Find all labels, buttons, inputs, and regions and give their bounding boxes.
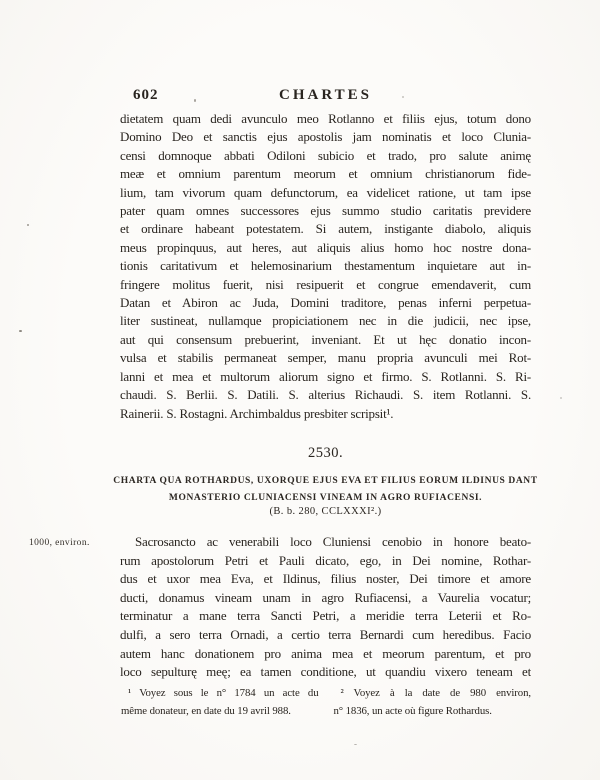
text-line: lium, tam vivorum quam defunctorum, ea videlicet ratione, ut tam ipse [120, 184, 531, 200]
scan-speck [560, 397, 562, 399]
charter-number: 2530. [307, 445, 344, 461]
scan-speck [354, 744, 357, 745]
running-title: CHARTES [279, 87, 372, 103]
scan-speck [19, 330, 22, 332]
text-line: ducti, donamus vineam unam in agro Rufiacensi, a Vaurelia vocatur; [120, 589, 531, 605]
text-line: ² Voyez à la date de 980 environ, [340, 687, 531, 699]
text-line: même donateur, en date du 19 avril 988. [121, 705, 291, 717]
text-line: dietatem quam dedi avunculo meo Rotlanno et filiis ejus, totum dono [120, 111, 531, 126]
text-line: autem hanc donationem pro anima mea et meorum parentum, et pro [120, 645, 531, 661]
footnotes [121, 684, 531, 720]
charter-heading-line2: MONASTERIO CLUNIACENSI VINEAM IN AGRO RUFIACENSI. [168, 493, 483, 503]
text-line: terminatur a mane terra Sancti Petri, a meridie terra Leterii et Ro- [120, 608, 531, 624]
archive-reference: (B. b. 280, CCLXXXI².) [269, 506, 382, 517]
text-line: vulsa et stabilis permaneat semper, manu propria avunculi mei Rot- [120, 350, 531, 366]
text-line: lanni et mea et multorum aliorum signo et firmo. S. Rotlanni. S. Ri- [120, 368, 531, 384]
text-line: ¹ Voyez sous le n° 1784 un acte du [128, 687, 319, 699]
page-number: 602 [133, 87, 159, 103]
text-line: loco sepulturę meę; ea tamen conditione, ut quandiu vixero teneam et [120, 664, 531, 680]
footnote-1 [121, 684, 319, 720]
text-line: meæ et omnium parentum meorum et omnium christianorum fide- [120, 166, 531, 182]
scan-speck [194, 99, 196, 102]
text-line: et ordinare habeant potestatem. Si autem, instigante diabolo, aliquis [120, 221, 531, 237]
charter-heading-line1: CHARTA QUA ROTHARDUS, UXORQUE EJUS EVA ET FILIUS EORUM ILDINUS DANT [113, 476, 538, 486]
margin-date-note: 1000, environ. [29, 538, 90, 548]
charter-2530-text [120, 533, 531, 682]
text-line: liter sustineat, nullamque propiciationem nec in die judicii, nec ipse, [120, 313, 531, 329]
text-line: pater quam omnes successores ejus summo studio caritatis previdere [120, 203, 531, 219]
text-line: n° 1836, un acte où figure Rothardus. [333, 705, 492, 717]
text-line: tionis caritativum et helemosinarium thestamentum inquietare aut in- [120, 258, 531, 274]
text-line: Rainerii. S. Rostagni. Archimbaldus presbiter scripsit¹. [120, 405, 394, 421]
text-line: chaudi. S. Berlii. S. Datili. S. alterius Richaudi. S. item Rotlanni. S. [120, 387, 531, 403]
text-line: censi domnoque abbati Odiloni subicio et trado, pro salute animę [120, 147, 531, 163]
text-line: rum apostolorum Petri et Pauli dicato, ego, in Dei nomine, Rothar- [120, 552, 531, 568]
charter-heading [95, 473, 556, 507]
text-line: dulfi, a sero terra Ornadi, a certio terra Bernardi cum heredibus. Facio [120, 626, 531, 642]
text-line: aut qui consensum prebuerint, inveniant. Et ut hęc donatio incon- [120, 331, 531, 347]
scan-speck [402, 96, 404, 98]
text-line: dus et uxor mea Eva, et Ildinus, filius noster, Dei timore et amore [120, 571, 531, 587]
footnote-2 [334, 684, 532, 720]
text-line: meus propinquus, aut heres, aut aliquis alius homo hoc nostre dona- [120, 239, 531, 255]
text-line: fringere molitus fuerit, nisi resipuerit et congrue emendaverit, cum [120, 276, 531, 292]
text-line: Sacrosancto ac venerabili loco Cluniensi cenobio in honore beato- [135, 534, 531, 549]
text-line: Datan et Abiron ac Juda, Domini traditore, penas inferni perpetua- [120, 295, 531, 311]
text-line: Domino Deo et sanctis ejus apostolis jam nominatis et loco Clunia- [120, 129, 531, 145]
charter-2529-text [120, 110, 531, 423]
scan-speck [27, 224, 29, 226]
